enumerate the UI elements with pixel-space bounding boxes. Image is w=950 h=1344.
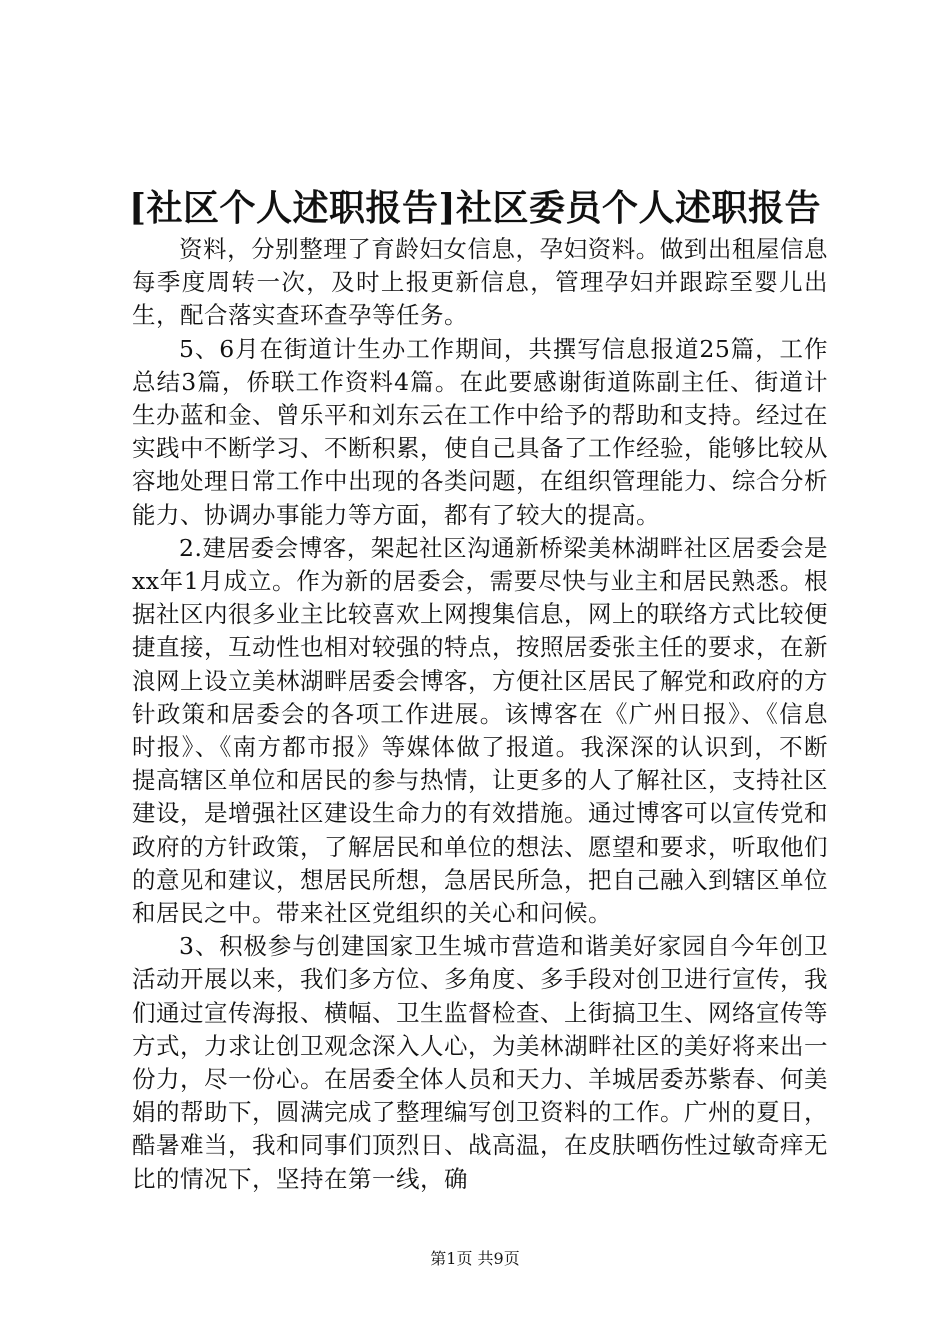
page-number: 第1页 共9页 [430,1249,520,1268]
paragraph: 资料，分别整理了育龄妇女信息，孕妇资料。做到出租屋信息每季度周转一次，及时上报更新信息，管理孕妇并跟踪至婴儿出生，配合落实查环查孕等任务。 [132,235,828,330]
paragraph: 2.建居委会博客，架起社区沟通新桥梁美林湖畔社区居委会是xx年1月成立。作为新的居委会，需要尽快与业主和居民熟悉。根据社区内很多业主比较喜欢上网搜集信息，网上的联络方式比较便捷直接，互动性也相对较强的特点，按照居委张主任的要求，在新浪网上设立美林湖畔居委会博客，方便社区居民了解党和政府的方针政策和居委会的各项工作进展。该博客在《广州日报》、《信息时报》、《南方都市报》等媒体做了报道。我深深的认识到，不断提高辖区单位和居民的参与热情，让更多的人了解社区，支持社区建设，是增强社区建设生命力的有效措施。通过博客可以宣传党和政府的方针政策，了解居民和单位的想法、愿望和要求，听取他们的意见和建议，想居民所想，急居民所急，把自己融入到辖区单位和居民之中。带来社区党组织的关心和问候。 [132,533,828,928]
paragraph: 5、6月在街道计生办工作期间，共撰写信息报道25篇，工作总结3篇，侨联工作资料4篇。在此要感谢街道陈副主任、街道计生办蓝和金、曾乐平和刘东云在工作中给予的帮助和支持。经过在实践中不断学习、不断积累，使自己具备了工作经验，能够比较从容地处理日常工作中出现的各类问题，在组织管理能力、综合分析能力、协调办事能力等方面，都有了较大的提高。 [132,334,828,529]
paragraph: 3、积极参与创建国家卫生城市营造和谐美好家园自今年创卫活动开展以来，我们多方位、多角度、多手段对创卫进行宣传，我们通过宣传海报、横幅、卫生监督检查、上街搞卫生、网络宣传等方式，力求让创卫观念深入人心，为美林湖畔社区的美好将来出一份力，尽一份心。在居委全体人员和天力、羊城居委苏紫春、何美娟的帮助下，圆满完成了整理编写创卫资料的工作。广州的夏日，酷暑难当，我和同事们顶烈日、战高温，在皮肤晒伤性过敏奇痒无比的情况下，坚持在第一线，确 [132,932,828,1193]
document-body [132,233,828,1196]
document-title: [社区个人述职报告]社区委员个人述职报告 [128,187,822,229]
